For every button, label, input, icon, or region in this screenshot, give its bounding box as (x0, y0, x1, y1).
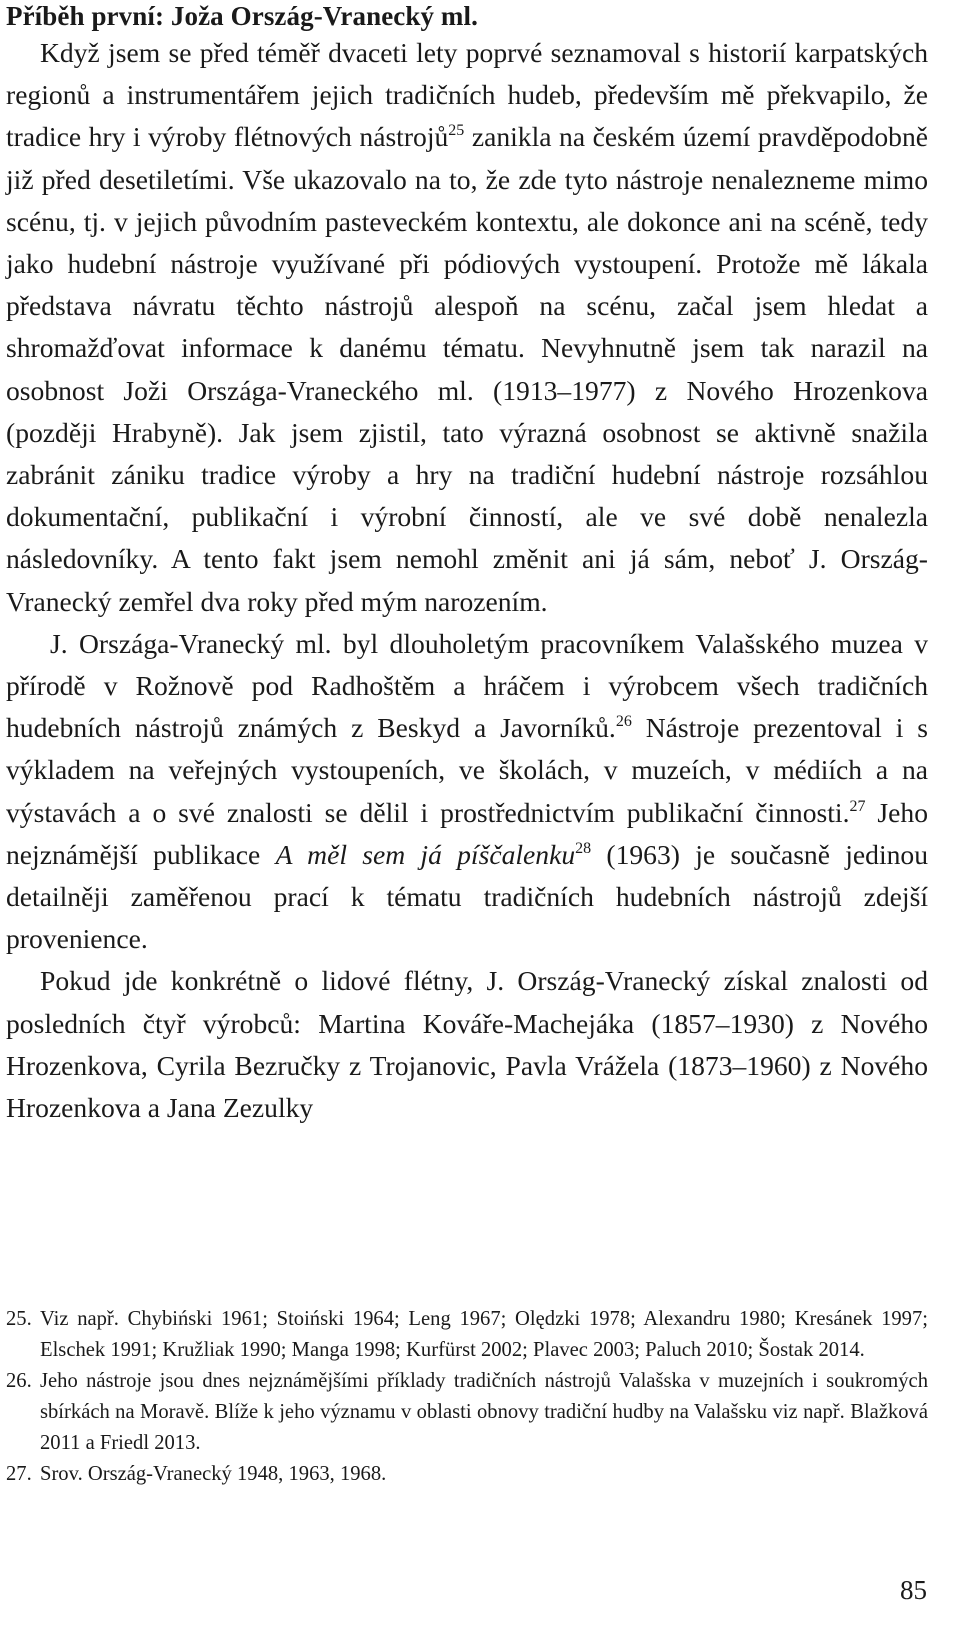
paragraph-1 (6, 32, 928, 623)
footnote-number: 27. (6, 1463, 32, 1485)
footnote-number: 25. (6, 1308, 32, 1330)
paragraph-2 (6, 623, 928, 961)
footnote-25 (6, 1304, 928, 1366)
footnote-text: Jeho nástroje jsou dnes nejznámějšími příklady tradičních nástrojů Valašska v muzejních i soukromých sbírkách na Moravě. Blíže k jeho významu v oblasti obnovy tradiční hudby na Valašsku viz např. Blažková 2011 a Friedl 2013. (40, 1370, 928, 1454)
text-run: Nástroje prezentoval i s výkladem na veřejných vystoupeních, ve školách, v muzeích, v médiích a na výstavách a o své znalosti se dělil i prostřednictvím publikační činnosti. (6, 712, 928, 828)
text-run: Pokud jde konkrétně o lidové flétny, J. Ország-Vranecký získal znalosti od posledních čtyř výrobců: Martina Kováře-Machejáka (1857–1930) z Nového Hrozenkova, Cyrila Bezručky z Trojanovic, Pavla Vrážela (1873–1960) z Nového Hrozenkova a Jana Zezulky (6, 965, 928, 1124)
body-text (6, 32, 928, 1129)
text-run: Když jsem se před téměř dvaceti lety poprvé seznamoval s historií karpatských regionů a instrumentářem jejich tradičních hudeb, především mě překvapilo, že tradice hry i výroby flétnových nástrojů (6, 37, 928, 153)
footnote-text: Viz např. Chybiński 1961; Stoiński 1964; Leng 1967; Olędzki 1978; Alexandru 1980; Kresánek 1997; Elschek 1991; Kružliak 1990; Manga 1998; Kurfürst 2002; Plavec 2003; Paluch 2010; Šostak 2014. (40, 1308, 928, 1361)
footnote-number: 26. (6, 1370, 32, 1392)
text-run: Jeho nejznámější publikace (6, 796, 928, 870)
footnote-ref: 27 (849, 797, 866, 815)
footnote-text: Srov. Ország-Vranecký 1948, 1963, 1968. (40, 1463, 387, 1485)
page-number: 85 (900, 1575, 927, 1605)
footnote-ref: 28 (575, 839, 592, 857)
chapter-heading: Příběh první: Joža Ország​-Vranecký ml. (6, 1, 478, 31)
text-run: (1963) je současně jedinou detailněji zaměřenou prací k tématu tradičních hudebních nástrojů zdejší provenience. (6, 838, 928, 955)
footnotes (6, 1304, 928, 1490)
footnote-ref: 25 (448, 122, 465, 140)
footnote-ref: 26 (615, 713, 632, 731)
footnote-27 (6, 1459, 928, 1490)
text-run: J. Országa-Vranecký ml. byl dlouholetým pracovníkem Valašského muzea v přírodě v Rožnově pod Radhoštěm a hráčem i výrobcem všech tradičních hudebních nástrojů známých z Beskyd a Javorníků. (6, 627, 928, 744)
paragraph-3 (6, 960, 928, 1129)
book-title: A měl sem já píščalenku (275, 838, 576, 870)
text-run: zanikla na českém území pravděpodobně již před desetiletími. Vše ukazovalo na to, že zde tyto nástroje nenalezneme mimo scénu, tj. v jejich původním pasteveckém kontextu, ale dokonce ani na scéně, tedy jako hudební nástroje využívané při pódiových vystoupení. Protože mě lákala představa návratu těchto nástrojů alespoň na scénu, začal jsem hledat a shromažďovat informace k danému tématu. Nevyhnutně jsem tak narazil na osobnost Joži Országa-Vraneckého ml. (1913–1977) z Nového Hrozenkova (později Hrabyně). Jak jsem zjistil, tato výrazná osobnost se aktivně snažila zabránit zániku tradice výroby a hry na tradiční hudební nástroje rozsáhlou dokumentační, publikační i výrobní činností, ale ve své době nenalezla následovníky. A tento fakt jsem nemohl změnit ani já sám, neboť J. Ország-Vranecký zemřel dva roky před mým narozením. (6, 121, 928, 617)
footnote-26 (6, 1366, 928, 1459)
